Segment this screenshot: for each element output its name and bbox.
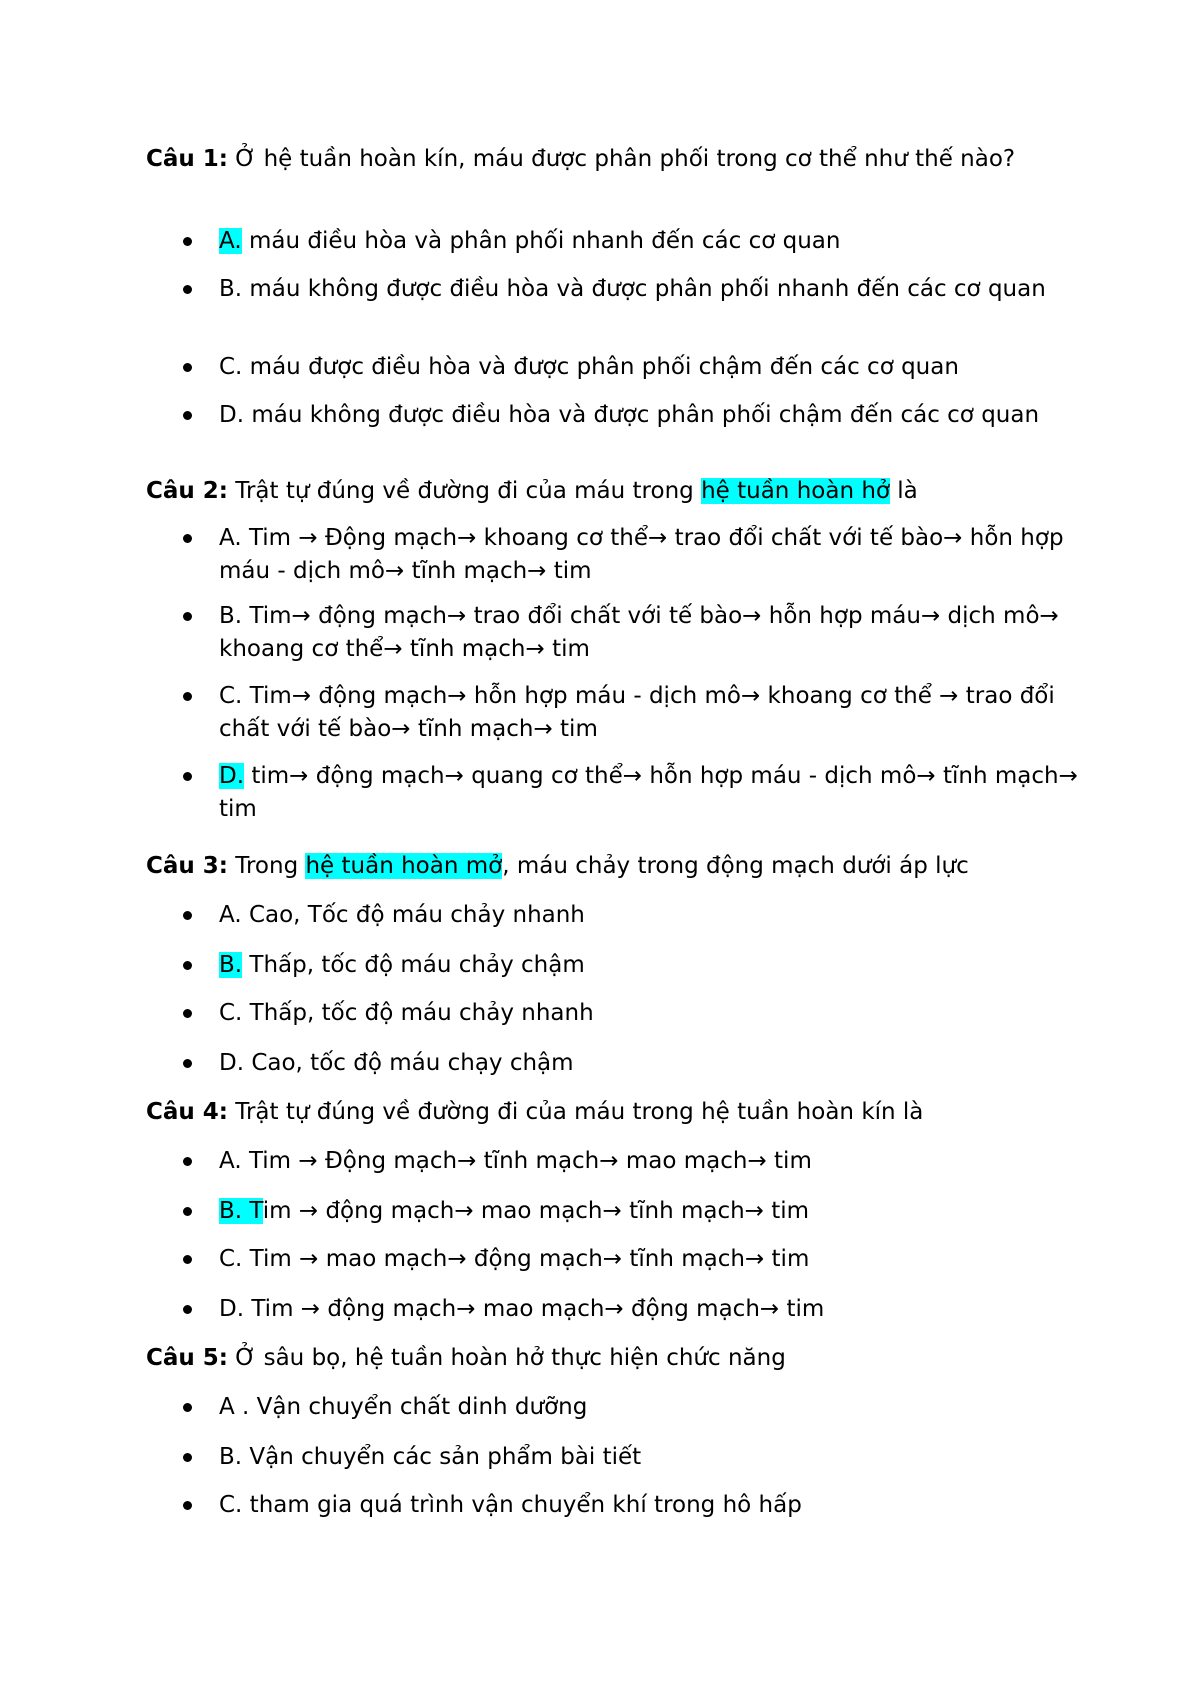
q1-option-d: D. máu không được điều hòa và được phân phối chậm đến các cơ quan: [219, 402, 1040, 428]
q2-option-a: A. Tim → Động mạch→ khoang cơ thể→ trao đổi chất với tế bào→ hỗn hợp máu - dịch mô→ tĩnh mạch→ tim: [219, 525, 1064, 584]
q2-option-b: B. Tim→ động mạch→ trao đổi chất với tế bào→ hỗn hợp máu→ dịch mô→ khoang cơ thể→ tĩnh mạch→ tim: [219, 603, 1059, 662]
bullet-icon: [183, 237, 192, 246]
answer-highlight: A.: [219, 228, 242, 254]
question-label: Câu 2:: [146, 478, 228, 504]
question-2: [146, 475, 1076, 508]
bullet-icon: [183, 1157, 192, 1166]
bullet-icon: [183, 1009, 192, 1018]
bullet-icon: [183, 612, 192, 621]
bullet-icon: [183, 772, 192, 781]
answer-highlight: D.: [219, 763, 245, 789]
q1-option-c: C. máu được điều hòa và được phân phối chậm đến các cơ quan: [219, 354, 959, 380]
option-text: máu điều hòa và phân phối nhanh đến các cơ quan: [241, 228, 841, 254]
bullet-icon: [183, 1305, 192, 1314]
bullet-icon: [183, 961, 192, 970]
bullet-icon: [183, 1453, 192, 1462]
option-text: Thấp, tốc độ máu chảy chậm: [242, 952, 585, 978]
option-text: im → động mạch→ mao mạch→ tĩnh mạch→ tim: [262, 1198, 810, 1224]
question-label: Câu 4:: [146, 1099, 228, 1125]
question-text-end: là: [889, 478, 918, 504]
bullet-icon: [183, 1059, 192, 1068]
q3-option-b: [219, 949, 1079, 982]
q4-option-b: [219, 1195, 1079, 1228]
q1-option-a: [219, 225, 1079, 258]
question-1: [146, 143, 1076, 176]
q3-option-d: D. Cao, tốc độ máu chạy chậm: [219, 1050, 574, 1076]
bullet-icon: [183, 692, 192, 701]
bullet-icon: [183, 1403, 192, 1412]
q3-option-a: A. Cao, Tốc độ máu chảy nhanh: [219, 902, 585, 928]
text-highlight: hệ tuần hoàn hở: [701, 478, 890, 504]
text-highlight: hệ tuần hoàn mở: [305, 853, 503, 879]
q5-option-c: C. tham gia quá trình vận chuyển khí trong hô hấp: [219, 1492, 802, 1518]
question-text: Trong: [227, 853, 306, 879]
bullet-icon: [183, 1501, 192, 1510]
question-3: [146, 850, 1076, 883]
q4-option-c: C. Tim → mao mạch→ động mạch→ tĩnh mạch→ tim: [219, 1246, 810, 1272]
q2-option-d: [219, 760, 1079, 826]
question-text: Trật tự đúng về đường đi của máu trong: [227, 478, 702, 504]
q1-option-b: B. máu không được điều hòa và được phân phối nhanh đến các cơ quan: [219, 276, 1046, 302]
question-label: Câu 1:: [146, 146, 228, 172]
question-text: Ở sâu bọ, hệ tuần hoàn hở thực hiện chức năng: [227, 1345, 786, 1371]
question-5: [146, 1342, 1076, 1375]
question-text: Trật tự đúng về đường đi của máu trong hệ tuần hoàn kín là: [227, 1099, 924, 1125]
answer-highlight: B.: [219, 952, 243, 978]
bullet-icon: [183, 285, 192, 294]
bullet-icon: [183, 911, 192, 920]
answer-highlight: B. T: [219, 1198, 263, 1224]
bullet-icon: [183, 1255, 192, 1264]
q4-option-d: D. Tim → động mạch→ mao mạch→ động mạch→ tim: [219, 1296, 825, 1322]
question-text: Ở hệ tuần hoàn kín, máu được phân phối trong cơ thể như thế nào?: [227, 146, 1016, 172]
q3-option-c: C. Thấp, tốc độ máu chảy nhanh: [219, 1000, 594, 1026]
q5-option-b: B. Vận chuyển các sản phẩm bài tiết: [219, 1444, 642, 1470]
q2-option-c: C. Tim→ động mạch→ hỗn hợp máu - dịch mô→ khoang cơ thể → trao đổi chất với tế bào→ tĩnh mạch→ tim: [219, 683, 1055, 742]
option-text: tim→ động mạch→ quang cơ thể→ hỗn hợp máu - dịch mô→ tĩnh mạch→ tim: [219, 763, 1078, 822]
bullet-icon: [183, 534, 192, 543]
question-label: Câu 3:: [146, 853, 228, 879]
q5-option-a: A . Vận chuyển chất dinh dưỡng: [219, 1394, 588, 1420]
question-text-end: , máu chảy trong động mạch dưới áp lực: [502, 853, 969, 879]
bullet-icon: [183, 1207, 192, 1216]
question-label: Câu 5:: [146, 1345, 228, 1371]
q4-option-a: A. Tim → Động mạch→ tĩnh mạch→ mao mạch→ tim: [219, 1148, 812, 1174]
bullet-icon: [183, 363, 192, 372]
bullet-icon: [183, 411, 192, 420]
question-4: [146, 1096, 1076, 1129]
